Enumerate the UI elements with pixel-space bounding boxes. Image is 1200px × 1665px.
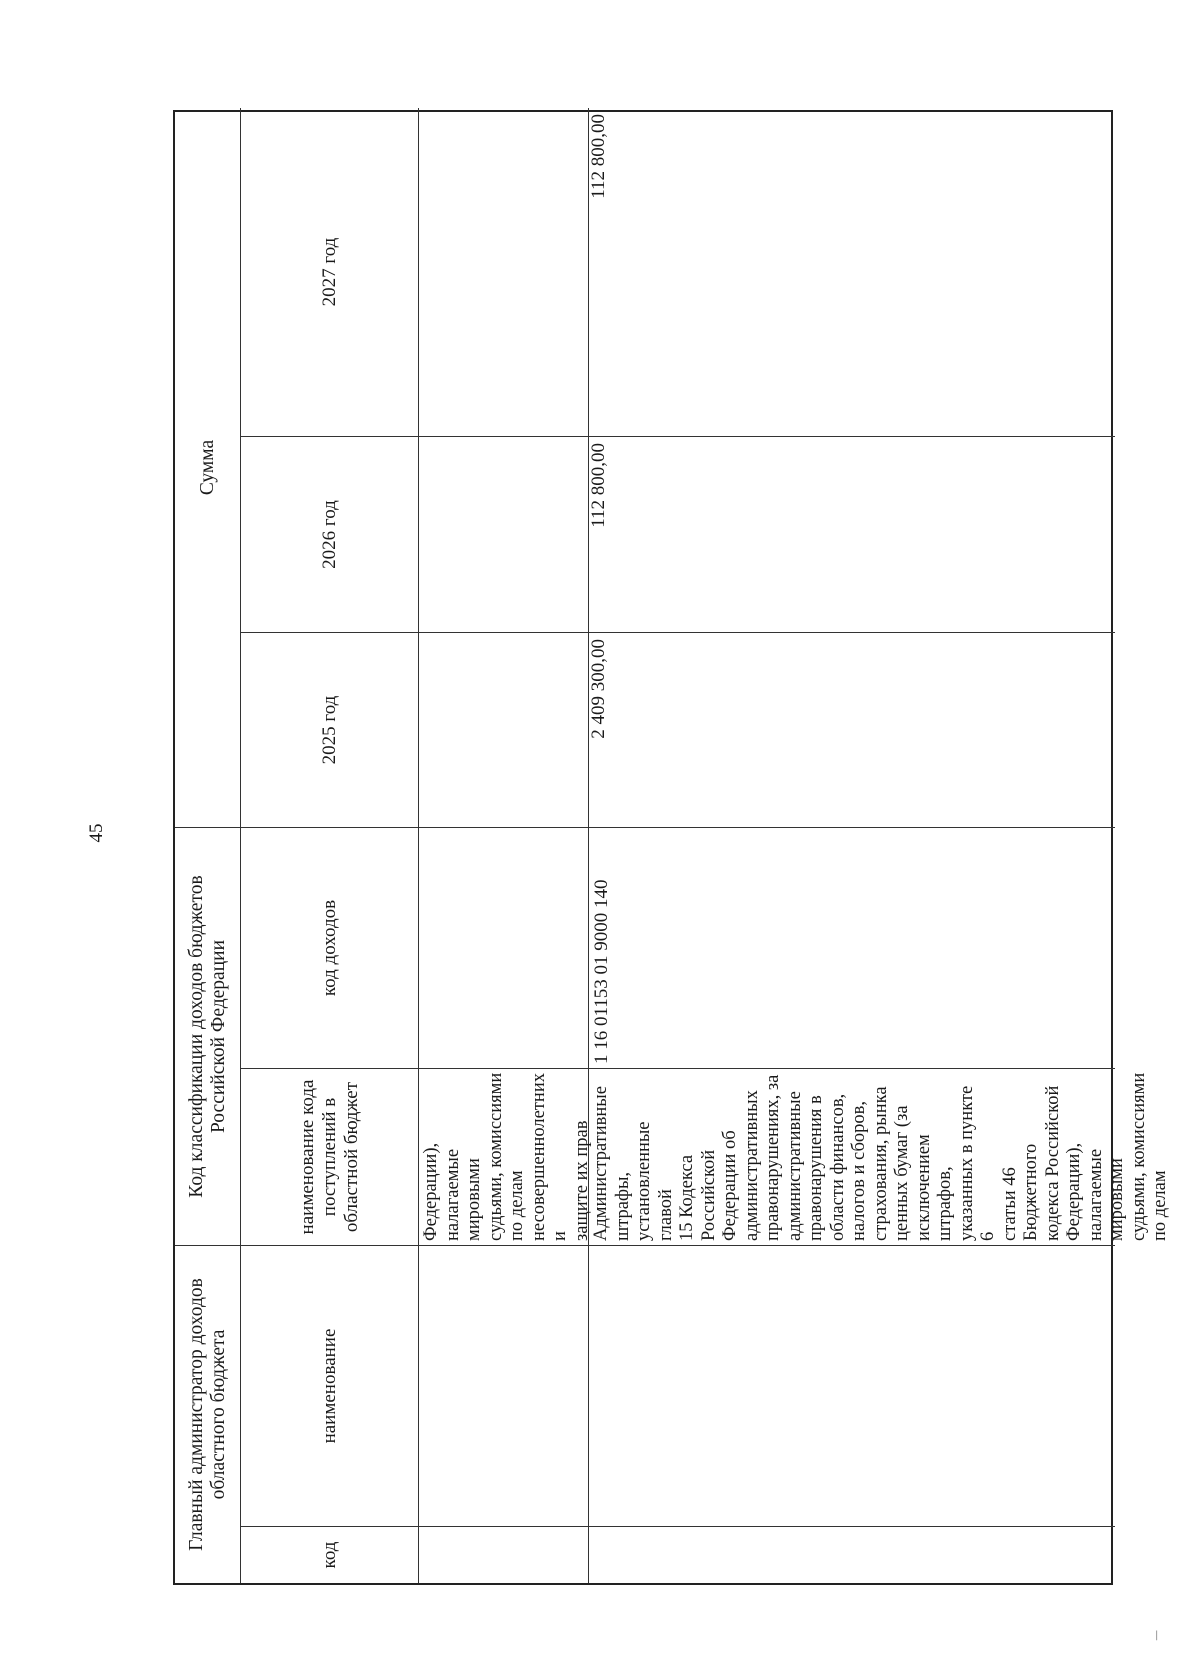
row2-admin-name bbox=[589, 1245, 1115, 1526]
rotated-table-wrapper bbox=[173, 110, 1170, 1585]
row1-admin-code bbox=[419, 1526, 589, 1583]
header-admin-group: Главный администратор доходов областного бюджета bbox=[175, 1245, 241, 1583]
row1-revenue-code bbox=[419, 827, 589, 1068]
header-kbk-name: наименование кода поступлений в областной бюджет bbox=[241, 1068, 419, 1245]
header-kbk-group: Код классификации доходов бюджетов Российской Федерации bbox=[175, 827, 241, 1245]
header-admin-name: наименование bbox=[241, 1245, 419, 1526]
row2-admin-code bbox=[589, 1526, 1115, 1583]
page-number: 45 bbox=[86, 823, 107, 843]
row2-sum-2025: 2 409 300,00 bbox=[589, 632, 1115, 827]
row1-sum-2026 bbox=[419, 436, 589, 632]
revenue-table bbox=[173, 110, 1170, 1585]
row2-revenue-name: Административные штрафы, установленные главой 15 Кодекса Российской Федерации об административных правонарушениях, за административные правонарушения в области финансов, налогов и сборов, страхования, рынка ценных бумаг (за исключением штрафов, указанных в пункте 6 статьи 46 Бюджетного кодекса Российской Федерации), налагаемые мировыми судьями, комиссиями по делам bbox=[589, 1068, 1115, 1245]
scan-speck: | bbox=[1155, 1630, 1159, 1641]
row1-sum-2025 bbox=[419, 632, 589, 827]
row2-revenue-code: 1 16 01153 01 9000 140 bbox=[589, 827, 1115, 1068]
row2-sum-2027: 112 800,00 bbox=[588, 114, 609, 199]
header-admin-code: код bbox=[241, 1526, 419, 1583]
header-kbk-code: код доходов bbox=[241, 827, 419, 1068]
row1-revenue-name: Федерации), налагаемые мировыми судьями, комиссиями по делам несовершеннолетних и защите их прав bbox=[419, 1068, 589, 1245]
header-year-2025: 2025 год bbox=[241, 632, 419, 827]
header-sum-group: Сумма bbox=[175, 108, 241, 827]
header-year-2027: 2027 год bbox=[241, 108, 419, 436]
header-year-2026: 2026 год bbox=[241, 436, 419, 632]
row1-sum-2027 bbox=[419, 108, 589, 436]
row2-sum-2026: 112 800,00 bbox=[589, 436, 1115, 632]
row1-admin-name bbox=[419, 1245, 589, 1526]
